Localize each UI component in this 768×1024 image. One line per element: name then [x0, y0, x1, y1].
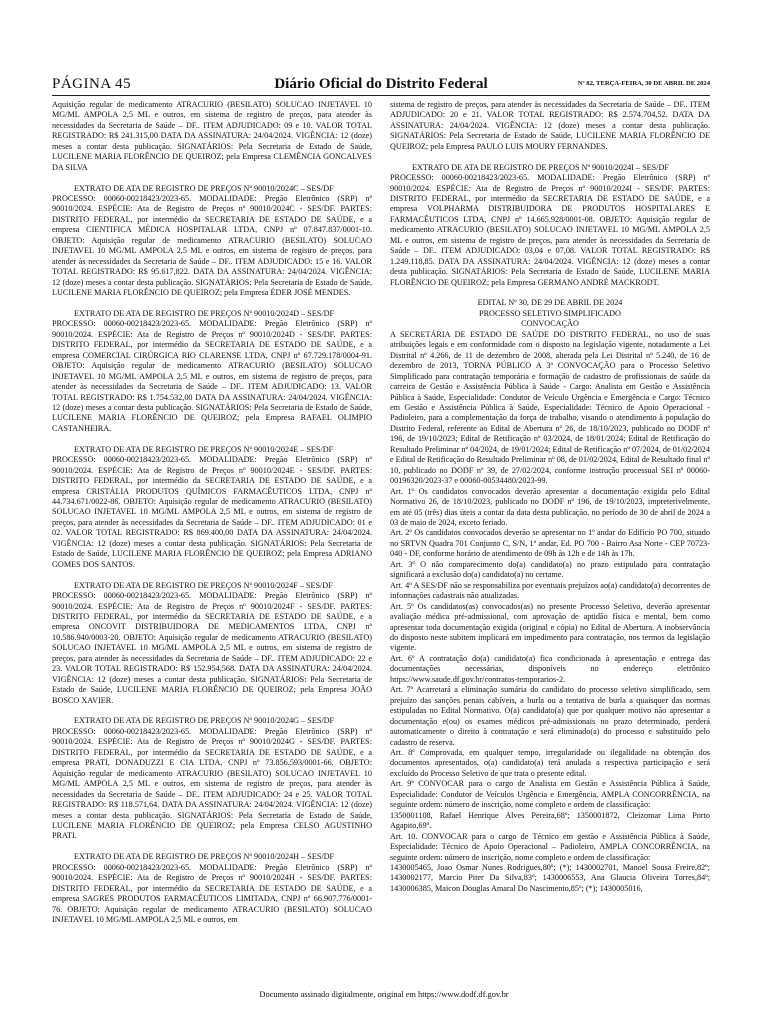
paragraph: Aquisição regular de medicamento ATRACURIO (BESILATO) SOLUCAO INJETAVEL 10 MG/ML AMPOLA 2,5 ML e outros, em sistema de registro de preços, para atender às necessidades da Secretaria de Saúde – DF.. ITEM ADJUDICADO: 09 e 10. VALOR TOTAL REGISTRADO: R$ 241.315,00 DATA DA ASSINATURA: 24/04/2024. VIGÊNCIA: 12 (doze) meses a contar desta publicação. SIGNATÁRIOS: Pela Secretaria de Estado de Saúde, LUCILENE MARIA FLORÊNCIO DE QUEIROZ; pela Empresa CLEMÊNCIA GONCALVES DA SILVA: [52, 100, 372, 172]
candidate-list: 1350001108, Rafael Henrique Alves Pereira,68º; 1350001872, Cleizomar Lima Porto Agapito,69º.: [390, 810, 710, 831]
gazette-title: Diário Oficial do Distrito Federal: [274, 76, 488, 92]
article: Art. 6º A contratação do(a) candidato(a) fica condicionada à apresentação e entrega das documentações necessárias, disponíveis no endereço eletrônico https://www.saude.df.gov.br/contratos-temporarios-2.: [390, 653, 710, 684]
edital-subtitle: CONVOCAÇÃO: [521, 319, 579, 329]
candidate-list: 1430005465, Joao Osmar Nunes Rodrigues,80º; (*); 1430002701, Manoel Sousa Freire,82º; 1430002177, Marcio Piter Da Silva,83º; 1430006553, Ana Glaucia Oliveira Torres,84º; 1430006385, Maicon Douglas Amaral Do Nascimento,85º; (*); 1430005016,: [390, 862, 710, 893]
section-heading: EXTRATO DE ATA DE REGISTRO DE PREÇOS Nº 90010/2024F – SES/DF: [74, 580, 333, 590]
paragraph: PROCESSO: 00060-00218423/2023-65. MODALIDADE: Pregão Eletrônico (SRP) nº 90010/2024. ESPÉCIE: Ata de Registro de Preços nº 90010/2024D - SES/DF. PARTES: DISTRITO FEDERAL, por intermédio da SECRETARIA DE ESTADO DE SAÚDE, e a empresa COMERCIAL CIRÚRGICA RIO CLARENSE LTDA, CNPJ nº 67.729.178/0004-91. OBJETO: Aquisição regular de medicamento ATRACURIO (BESILATO) SOLUCAO INJETAVEL 10 MG/ML AMPOLA 2,5 ML e outros, em sistema de registro de preços, para atender às necessidades da Secretaria de Saúde – DF.. ITEM ADJUDICADO: 13. VALOR TOTAL REGISTRADO: R$ 1.754.532,00 DATA DA ASSINATURA: 24/04/2024. VIGÊNCIA: 12 (doze) meses a contar desta publicação. SIGNATÁRIOS: Pela Secretaria de Estado de Saúde, LUCILENE MARIA FLORÊNCIO DE QUEIROZ; pela Empresa RAFAEL OLIMPIO CASTANHEIRA.: [52, 319, 372, 433]
left-column: [52, 100, 372, 986]
paragraph: PROCESSO: 00060-00218423/2023-65. MODALIDADE: Pregão Eletrônico (SRP) nº 90010/2024. ESPÉCIE: Ata de Registro de Preços nº 90010/2024G - SES/DF. PARTES: DISTRITO FEDERAL, por intermédio da SECRETARIA DE ESTADO DE SAÚDE, e a empresa PRATI, DONADUZZI E CIA LTDA, CNPJ nº 73.856.593/0001-66. OBJETO: Aquisição regular de medicamento ATRACURIO (BESILATO) SOLUCAO INJETAVEL 10 MG/ML AMPOLA 2,5 ML e outros, em sistema de registro de preços, para atender às necessidades da Secretaria de Saúde – DF.. ITEM ADJUDICADO: 24 e 25. VALOR TOTAL REGISTRADO: R$ 118.571,64. DATA DA ASSINATURA: 24/04/2024. VIGÊNCIA: 12 (doze) meses a contar desta publicação. SIGNATÁRIOS: Pela Secretaria de Estado de Saúde, LUCILENE MARIA FLORÊNCIO DE QUEIROZ; pela Empresa CELSO AGUSTINHO PRATI.: [52, 726, 372, 841]
edital-subtitle: PROCESSO SELETIVO SIMPLIFICADO: [479, 308, 621, 318]
edital-title: EDITAL Nº 30, DE 29 DE ABRIL DE 2024: [477, 298, 623, 308]
header-rule: [52, 95, 710, 96]
article: Art. 5º Os candidatos(as) convocados(as) no presente Processo Seletivo, deverão apresentar avaliação médica pré-admissional, com aprovação de aptidão física e mental, bem como apresentar toda documentação exigida (original e cópia) no Edital de Abertura. A inobservância do disposto neste subitem implicará em impedimento para contratação, nos termos da legislação vigente.: [390, 601, 710, 653]
footer-note: Documento assinado digitalmente, original em https://www.dodf.df.gov.br: [259, 990, 509, 999]
right-column: [390, 100, 710, 986]
paragraph: PROCESSO: 00060-00218423/2023-65. MODALIDADE: Pregão Eletrônico (SRP) nº 90010/2024. ESPÉCIE: Ata de Registro de Preços nº 90010/2024C - SES/DF. PARTES: DISTRITO FEDERAL, por intermédio da SECRETARIA DE ESTADO DE SAÚDE, e a empresa CIENTIFICA MÉDICA HOSPITALAR LTDA, CNPJ nº 07.847.837/0001-10. OBJETO: Aquisição regular de medicamento ATRACURIO (BESILATO) SOLUCAO INJETAVEL 10 MG/ML AMPOLA 2,5 ML e outros, em sistema de registro de preços, para atender às necessidades da Secretaria de Saúde – DF.. ITEM ADJUDICADO: 15 e 16. VALOR TOTAL REGISTRADO: R$ 95.617,822. DATA DA ASSINATURA: 24/04/2024. VIGÊNCIA: 12 (doze) meses a contar desta publicação. SIGNATÁRIOS: Pela Secretaria de Estado de Saúde, LUCILENE MARIA FLORÊNCIO DE QUEIROZ; pela Empresa ÉDER JOSÉ MENDES.: [52, 194, 372, 298]
section-heading: EXTRATO DE ATA DE REGISTRO DE PREÇOS Nº 90010/2024G – SES/DF: [74, 716, 335, 726]
section-heading: EXTRATO DE ATA DE REGISTRO DE PREÇOS Nº 90010/2024I – SES/DF: [412, 162, 669, 172]
article: Art. 3º O não comparecimento do(a) candidato(a) no prazo estipulado para contratação significará a exclusão do(a) candidato(a) no certame.: [390, 559, 710, 580]
article: Art. 8º Comprovada, em qualquer tempo, irregularidade ou ilegalidade na obtenção dos documentos apresentados, o(a) candidato(a) terá anulada a respectiva participação e será excluído do Processo Seletivo de que trata o presente edital.: [390, 747, 710, 778]
issue-info: Nº 82, TERÇA-FEIRA, 30 DE ABRIL DE 2024: [577, 80, 710, 87]
section-heading: EXTRATO DE ATA DE REGISTRO DE PREÇOS Nº 90010/2024E – SES/DF: [74, 444, 334, 454]
article: Art. 1º Os candidatos convocados deverão apresentar a documentação exigida pelo Edital Normativo 26, de 18/10/2023, publicado no DODF nº 196, de 19/10/2023, impreterivelmente, em até 05 (três) dias úteis a contar da data desta publicação, no período de 30 de abril de 2024 a 03 de maio de 2024, exceto feriado.: [390, 486, 710, 527]
page-number: PÁGINA 45: [52, 76, 132, 92]
article: Art. 7º Acarretará a eliminação sumária do candidato do processo seletivo simplificado, sem prejuízo das sanções penais cabíveis, a burla ou a tentativa de burla a quaisquer das normas estipuladas no Edital Normativo. O(a) candidato(a) que por qualquer motivo não apresentar a documentação e(ou) os exames médicos pré-admissionais no prazo determinado, perderá automaticamente o direito à contratação e será eliminado(a) do processo e substituído pelo cadastro de reserva.: [390, 685, 710, 747]
section-heading: EXTRATO DE ATA DE REGISTRO DE PREÇOS Nº 90010/2024C – SES/DF: [74, 183, 334, 193]
paragraph: PROCESSO: 00060-00218423/2023-65. MODALIDADE: Pregão Eletrônico (SRP) nº 90010/2024. ESPÉCIE: Ata de Registro de Preços nº 90010/2024H - SES/DF. PARTES: DISTRITO FEDERAL, por intermédio da SECRETARIA DE ESTADO DE SAÚDE, e a empresa SAGRES PRODUTOS FARMACÊUTICOS LIMITADA, CNPJ nº 66.907.776/0001-76. OBJETO: Aquisição regular de medicamento ATRACURIO (BESILATO) SOLUCAO INJETAVEL 10 MG/ML AMPOLA 2,5 ML e outros, em: [52, 862, 372, 924]
section-heading: EXTRATO DE ATA DE REGISTRO DE PREÇOS Nº 90010/2024D – SES/DF: [74, 308, 335, 318]
article: Art. 9º CONVOCAR para o cargo de Analista em Gestão e Assistência Pública à Saúde, Especialidade: Condutor de Veículos Urgência e Emergência, AMPLA CONCORRÊNCIA, na seguinte ordem: número de inscrição, nome completo e ordem de classificação:: [390, 779, 710, 810]
article: Art. 4º A SES/DF não se responsabiliza por eventuais prejuízos ao(a) candidato(a) decorrentes de informações cadastrais não atualizadas.: [390, 580, 710, 601]
paragraph: sistema de registro de preços, para atender às necessidades da Secretaria de Saúde – DF.. ITEM ADJUDICADO: 20 e 21. VALOR TOTAL REGISTRADO: R$ 2.574.704,52. DATA DA ASSINATURA: 24/04/2024. VIGÊNCIA: 12 (doze) meses a contar desta publicação. SIGNATÁRIOS: Pela Secretaria de Estado de Saúde, LUCILENE MARIA FLORÊNCIO DE QUEIROZ; pela Empresa PAULO LUIS MOURY FERNANDES.: [390, 100, 710, 151]
article: Art. 10. CONVOCAR para o cargo de Técnico em gestão e Assistência Pública à Saúde, Especialidade: Técnico de Apoio Operacional – Padioleiro, AMPLA CONCORRÊNCIA, na seguinte ordem: número de inscrição, nome completo e ordem de classificação:: [390, 831, 710, 862]
paragraph: A SECRETÁRIA DE ESTADO DE SAÚDE DO DISTRITO FEDERAL, no uso de suas atribuições legais e em conformidade com o disposto na legislação vigente, notadamente a Lei Distrital nº 4.266, de 11 de dezembro de 2008, alterada pela Lei Distrital nº 5.240, de 16 de dezembro de 2013, TORNA PÚBLICO A 3ª CONVOCAÇÃO para o Processo Seletivo Simplificado para contratação temporária e formação de cadastro de profissionais de saúde da carreira de Gestão e Assistência Pública à Saúde - Cargo: Analista em Gestão e Assistência Pública à Saúde, Especialidade: Condutor de Veículo Urgência e Emergência e Cargo: Técnico em Gestão e Assistência Pública à Saúde, Especialidade: Técnico de Apoio Operacional - Padioleiro, para a complementação da força de trabalho, visando o atendimento à população do Distrito Federal, referente ao Edital de Abertura nº 26, de 18/10/2023, publicado no DODF nº 196, de 19/10/2023; Edital de Retificação nº 03/2024, de 18/01/2024; Edital de Retificação do Resultado Preliminar nº 04/2024, de 19/01/2024; Edital de Retificação nº 07/2024, de 01/02/2024 e Edital de Retificação do Resultado Preliminar nº 08, de 01/02/2024, Edital de Resultado final nº 10, publicado no DODF nº 39, de 27/02/2024, conforme instrução processual SEI nº 00060-00196320/2023-37 e 00060-00534480/2023-99.: [390, 329, 710, 486]
paragraph: PROCESSO: 00060-00218423/2023-65. MODALIDADE: Pregão Eletrônico (SRP) nº 90010/2024. ESPÉCIE: Ata de Registro de Preços nº 90010/2024E - SES/DF. PARTES: DISTRITO FEDERAL, por intermédio da SECRETARIA DE ESTADO DE SAÚDE, e a empresa CRISTÁLIA PRODUTOS QUÍMICOS FARMACÊUTICOS LTDA, CNPJ nº 44.734.671/0022-86. OBJETO: Aquisição regular de medicamento ATRACURIO (BESILATO) SOLUCAO INJETAVEL 10 MG/ML AMPOLA 2,5 ML e outros, em sistema de registro de preços, para atender às necessidades da Secretaria de Saúde – DF.. ITEM ADJUDICADO: 01 e 02. VALOR TOTAL REGISTRADO: R$ 869.400,00 DATA DA ASSINATURA: 24/04/2024. VIGÊNCIA: 12 (doze) meses a contar desta publicação. SIGNATÁRIOS: Pela Secretaria de Estado de Saúde, LUCILENE MARIA FLORÊNCIO DE QUEIROZ; pela Empresa ADRIANO GOMES DOS SANTOS.: [52, 455, 372, 569]
paragraph: PROCESSO: 00060-00218423/2023-65. MODALIDADE: Pregão Eletrônico (SRP) nº 90010/2024. ESPÉCIE: Ata de Registro de Preços nº 90010/2024I - SES/DF. PARTES: DISTRITO FEDERAL, por intermédio da SECRETARIA DE ESTADO DE SAÚDE, e a empresa VOLPHARMA DISTRIBUIDORA DE PRODUTOS HOSPITALARES E FARMACÊUTICOS LTDA, CNPJ nº 14.665.928/0001-08. OBJETO: Aquisição regular de medicamento ATRACURIO (BESILATO) SOLUCAO INJETAVEL 10 MG/ML AMPOLA 2,5 ML e outros, em sistema de registro de preços, para atender às necessidades da Secretaria de Saúde – DF.. ITEM ADJUDICADO: 03,04 e 07,08. VALOR TOTAL REGISTRADO: R$ 1.249.118,85. DATA DA ASSINATURA: 24/04/2024. VIGÊNCIA: 12 (doze) meses a contar desta publicação. SIGNATÁRIOS: Pela Secretaria de Estado de Saúde, LUCILENE MARIA FLORÊNCIO DE QUEIROZ; pela Empresa GERMANO ANDRÉ MACKRODT.: [390, 173, 710, 287]
section-heading: EXTRATO DE ATA DE REGISTRO DE PREÇOS Nº 90010/2024H – SES/DF: [74, 852, 335, 862]
article: Art. 2º Os candidatos convocados deverão se apresentar no 1º andar do Edifício PO 700, situado no SRTVN Quadra 701 Conjunto C, S/N, 1º andar, Ed. PO 700 - Bairro Asa Norte - CEP 70723-040 - DF, conforme horário de atendimento de 09h às 12h e de 14h às 17h.: [390, 528, 710, 559]
paragraph: PROCESSO: 00060-00218423/2023-65. MODALIDADE: Pregão Eletrônico (SRP) nº 90010/2024. ESPÉCIE: Ata de Registro de Preços nº 90010/2024F - SES/DF. PARTES: DISTRITO FEDERAL, por intermédio da SECRETARIA DE ESTADO DE SAÚDE, e a empresa ONCOVIT DISTRIBUIDORA DE MEDICAMENTOS LTDA, CNPJ nº 10.586.940/0003-20. OBJETO: Aquisição regular de medicamento ATRACURIO (BESILATO) SOLUCAO INJETAVEL 10 MG/ML AMPOLA 2,5 ML e outros, em sistema de registro de preços, para atender às necessidades da Secretaria de Saúde – DF.. ITEM ADJUDICADO: 22 e 23. VALOR TOTAL REGISTRADO: R$ 152.954,568. DATA DA ASSINATURA: 24/04/2024. VIGÊNCIA: 12 (doze) meses a contar desta publicação. SIGNATÁRIOS: Pela Secretaria de Estado de Saúde, LUCILENE MARIA FLORÊNCIO DE QUEIROZ; pela Empresa JOÃO BOSCO XAVIER.: [52, 591, 372, 705]
